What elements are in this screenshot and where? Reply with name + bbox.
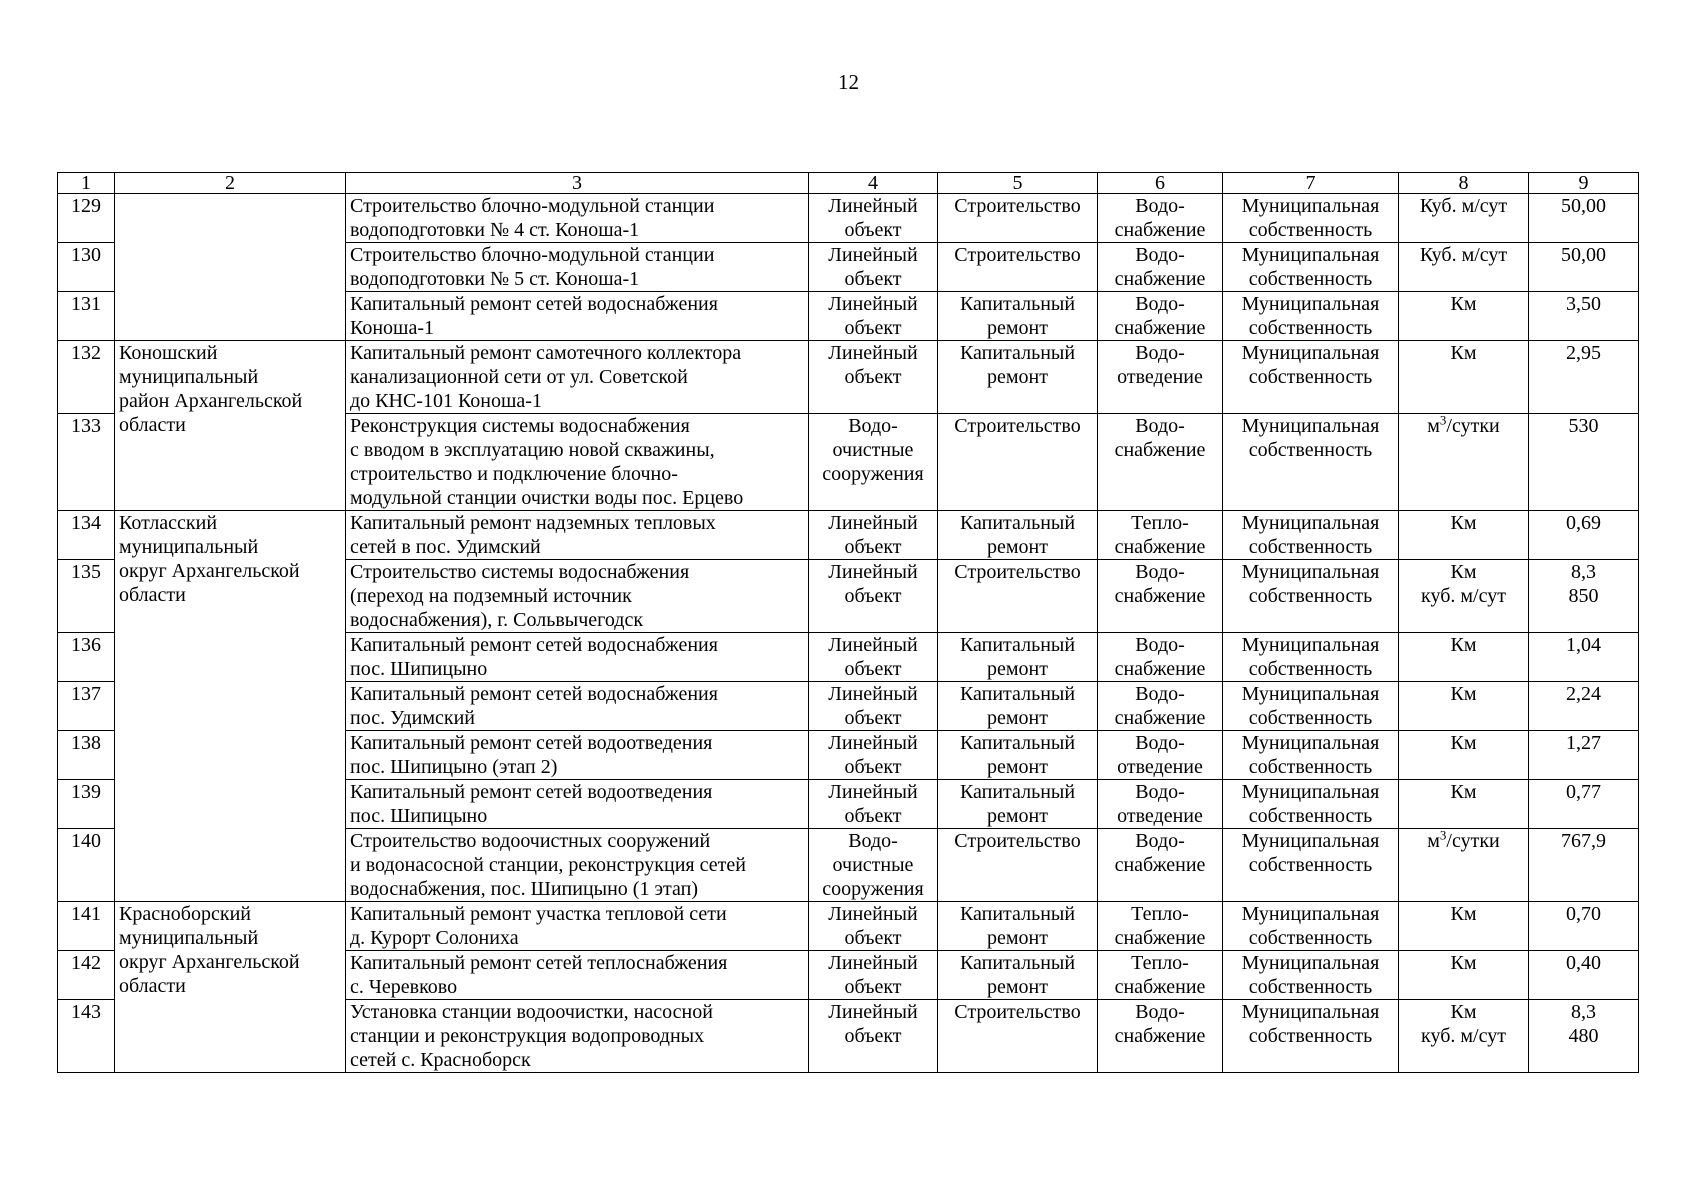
object-type: Линейный объект	[809, 951, 938, 1000]
ownership: Муниципальная собственность	[1223, 341, 1399, 414]
column-header: 6	[1098, 173, 1223, 194]
unit-superscript: 3	[1439, 827, 1447, 843]
unit-superscript: 3	[1439, 412, 1447, 428]
object-description: Строительство блочно-модульной станции водоподготовки № 5 ст. Коноша-1	[346, 243, 809, 292]
value: 530	[1529, 414, 1639, 511]
value: 2,95	[1529, 341, 1639, 414]
row-number: 135	[58, 560, 115, 633]
object-description: Реконструкция системы водоснабжения с вводом в эксплуатацию новой скважины, строительство и подключение блочно- модульной станции очистки воды пос. Ерцево	[346, 414, 809, 511]
object-type: Водо- очистные сооружения	[809, 829, 938, 902]
work-type: Капитальный ремонт	[938, 951, 1098, 1000]
work-type: Капитальный ремонт	[938, 511, 1098, 560]
page-number: 12	[838, 70, 859, 94]
sector: Водо- снабжение	[1098, 829, 1223, 902]
unit: Км	[1399, 731, 1529, 780]
ownership: Муниципальная собственность	[1223, 292, 1399, 341]
row-number: 142	[58, 951, 115, 1000]
value: 50,00	[1529, 243, 1639, 292]
ownership: Муниципальная собственность	[1223, 780, 1399, 829]
object-description: Капитальный ремонт самотечного коллектора канализационной сети от ул. Советской до КНС-101 Коноша-1	[346, 341, 809, 414]
unit: Км	[1399, 682, 1529, 731]
row-number: 134	[58, 511, 115, 560]
column-header: 7	[1223, 173, 1399, 194]
work-type: Строительство	[938, 560, 1098, 633]
unit: Км	[1399, 951, 1529, 1000]
header-row	[58, 173, 1639, 194]
ownership: Муниципальная собственность	[1223, 951, 1399, 1000]
object-type: Линейный объект	[809, 731, 938, 780]
object-type: Линейный объект	[809, 780, 938, 829]
row-number: 131	[58, 292, 115, 341]
sector: Водо- снабжение	[1098, 560, 1223, 633]
work-type: Строительство	[938, 194, 1098, 243]
column-header: 2	[115, 173, 346, 194]
unit: Км	[1399, 292, 1529, 341]
work-type: Капитальный ремонт	[938, 633, 1098, 682]
unit: Км	[1399, 780, 1529, 829]
object-type: Линейный объект	[809, 902, 938, 951]
ownership: Муниципальная собственность	[1223, 194, 1399, 243]
region-cell: Коношский муниципальный район Архангельской области	[115, 341, 346, 511]
work-type: Капитальный ремонт	[938, 341, 1098, 414]
ownership: Муниципальная собственность	[1223, 902, 1399, 951]
value: 8,3 850	[1529, 560, 1639, 633]
unit-suffix: /сутки	[1446, 415, 1500, 437]
sector: Водо- снабжение	[1098, 414, 1223, 511]
sector: Водо- снабжение	[1098, 633, 1223, 682]
object-description: Капитальный ремонт надземных тепловых сетей в пос. Удимский	[346, 511, 809, 560]
column-header: 4	[809, 173, 938, 194]
object-description: Капитальный ремонт сетей водоотведения пос. Шипицыно (этап 2)	[346, 731, 809, 780]
row-number: 141	[58, 902, 115, 951]
row-number: 143	[58, 1000, 115, 1073]
object-type: Линейный объект	[809, 1000, 938, 1073]
object-description: Капитальный ремонт сетей теплоснабжения с. Черевково	[346, 951, 809, 1000]
column-header: 8	[1399, 173, 1529, 194]
object-type: Линейный объект	[809, 633, 938, 682]
row-number: 130	[58, 243, 115, 292]
table-row	[58, 194, 1639, 243]
unit: Км	[1399, 511, 1529, 560]
column-header: 9	[1529, 173, 1639, 194]
object-type: Линейный объект	[809, 511, 938, 560]
work-type: Строительство	[938, 414, 1098, 511]
table-row	[58, 902, 1639, 951]
sector: Водо- снабжение	[1098, 1000, 1223, 1073]
unit: Км	[1399, 902, 1529, 951]
value: 50,00	[1529, 194, 1639, 243]
object-description: Установка станции водоочистки, насосной станции и реконструкция водопроводных сетей с. Красноборск	[346, 1000, 809, 1073]
row-number: 138	[58, 731, 115, 780]
unit-prefix: м	[1427, 830, 1440, 852]
column-header: 3	[346, 173, 809, 194]
value: 767,9	[1529, 829, 1639, 902]
unit: Куб. м/сут	[1399, 243, 1529, 292]
object-type: Линейный объект	[809, 341, 938, 414]
ownership: Муниципальная собственность	[1223, 633, 1399, 682]
value: 0,69	[1529, 511, 1639, 560]
row-number: 139	[58, 780, 115, 829]
sector: Водо- снабжение	[1098, 194, 1223, 243]
ownership: Муниципальная собственность	[1223, 829, 1399, 902]
column-header: 1	[58, 173, 115, 194]
value: 1,04	[1529, 633, 1639, 682]
region-cell-empty	[115, 194, 346, 341]
value: 3,50	[1529, 292, 1639, 341]
object-type: Линейный объект	[809, 682, 938, 731]
sector: Водо- отведение	[1098, 341, 1223, 414]
unit: Км куб. м/сут	[1399, 1000, 1529, 1073]
sector: Водо- снабжение	[1098, 682, 1223, 731]
object-description: Строительство системы водоснабжения (переход на подземный источник водоснабжения), г. Сольвычегодск	[346, 560, 809, 633]
value: 2,24	[1529, 682, 1639, 731]
unit-prefix: м	[1427, 415, 1440, 437]
work-type: Капитальный ремонт	[938, 780, 1098, 829]
registry-table	[57, 172, 1639, 1073]
object-description: Капитальный ремонт сетей водоснабжения Коноша-1	[346, 292, 809, 341]
work-type: Капитальный ремонт	[938, 902, 1098, 951]
region-cell: Котласский муниципальный округ Архангельской области	[115, 511, 346, 902]
ownership: Муниципальная собственность	[1223, 731, 1399, 780]
column-header: 5	[938, 173, 1098, 194]
work-type: Капитальный ремонт	[938, 731, 1098, 780]
row-number: 137	[58, 682, 115, 731]
work-type: Строительство	[938, 1000, 1098, 1073]
ownership: Муниципальная собственность	[1223, 560, 1399, 633]
work-type: Строительство	[938, 243, 1098, 292]
object-type: Линейный объект	[809, 243, 938, 292]
object-description: Капитальный ремонт сетей водоотведения пос. Шипицыно	[346, 780, 809, 829]
sector: Водо- отведение	[1098, 731, 1223, 780]
table-row	[58, 511, 1639, 560]
unit-suffix: /сутки	[1446, 830, 1500, 852]
row-number: 129	[58, 194, 115, 243]
unit: Км	[1399, 633, 1529, 682]
sector: Водо- снабжение	[1098, 243, 1223, 292]
object-description: Строительство водоочистных сооружений и водонасосной станции, реконструкция сетей водоснабжения, пос. Шипицыно (1 этап)	[346, 829, 809, 902]
unit	[1399, 829, 1529, 902]
region-cell: Красноборский муниципальный округ Архангельской области	[115, 902, 346, 1073]
sector: Тепло- снабжение	[1098, 511, 1223, 560]
work-type: Капитальный ремонт	[938, 292, 1098, 341]
sector: Водо- снабжение	[1098, 292, 1223, 341]
sector: Тепло- снабжение	[1098, 902, 1223, 951]
value: 8,3 480	[1529, 1000, 1639, 1073]
work-type: Капитальный ремонт	[938, 682, 1098, 731]
value: 0,70	[1529, 902, 1639, 951]
object-description: Капитальный ремонт сетей водоснабжения пос. Шипицыно	[346, 633, 809, 682]
object-description: Строительство блочно-модульной станции водоподготовки № 4 ст. Коноша-1	[346, 194, 809, 243]
value: 0,77	[1529, 780, 1639, 829]
unit: Куб. м/сут	[1399, 194, 1529, 243]
value: 0,40	[1529, 951, 1639, 1000]
work-type: Строительство	[938, 829, 1098, 902]
object-description: Капитальный ремонт сетей водоснабжения пос. Удимский	[346, 682, 809, 731]
row-number: 132	[58, 341, 115, 414]
row-number: 136	[58, 633, 115, 682]
ownership: Муниципальная собственность	[1223, 414, 1399, 511]
unit: Км куб. м/сут	[1399, 560, 1529, 633]
ownership: Муниципальная собственность	[1223, 511, 1399, 560]
sector: Водо- отведение	[1098, 780, 1223, 829]
object-type: Линейный объект	[809, 560, 938, 633]
object-type: Линейный объект	[809, 194, 938, 243]
ownership: Муниципальная собственность	[1223, 1000, 1399, 1073]
object-type: Линейный объект	[809, 292, 938, 341]
ownership: Муниципальная собственность	[1223, 682, 1399, 731]
unit	[1399, 414, 1529, 511]
row-number: 133	[58, 414, 115, 511]
row-number: 140	[58, 829, 115, 902]
ownership: Муниципальная собственность	[1223, 243, 1399, 292]
sector: Тепло- снабжение	[1098, 951, 1223, 1000]
object-description: Капитальный ремонт участка тепловой сети д. Курорт Солониха	[346, 902, 809, 951]
unit: Км	[1399, 341, 1529, 414]
value: 1,27	[1529, 731, 1639, 780]
object-type: Водо- очистные сооружения	[809, 414, 938, 511]
table-row	[58, 341, 1639, 414]
